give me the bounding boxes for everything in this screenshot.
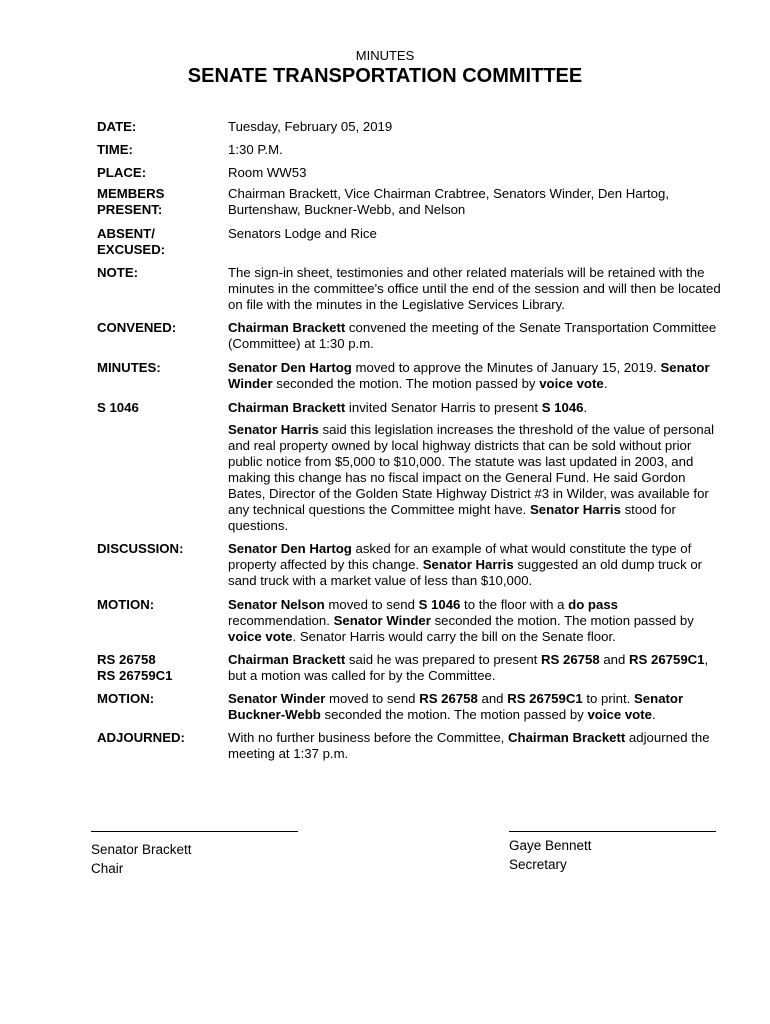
minutes-row (97, 186, 722, 218)
text: Senators Lodge and Rice (228, 226, 377, 241)
text: to print. (582, 691, 635, 706)
minutes-row (97, 265, 722, 313)
row-value (228, 400, 722, 534)
bold-text: RS 26758 (419, 691, 478, 706)
text: With no further business before the Committee, (228, 730, 508, 745)
bold-text: voice vote (539, 376, 604, 391)
row-label: MEMBERS PRESENT: (97, 186, 165, 217)
bold-text: Senator Harris (422, 557, 514, 572)
row-value (228, 597, 722, 645)
text: , but a motion was called for by the Committee. (228, 652, 709, 683)
text: . (603, 376, 608, 391)
secretary-signature-block (509, 831, 716, 874)
row-paragraph (228, 119, 722, 135)
row-label: DISCUSSION: (97, 541, 184, 556)
bold-text: Senator Den Hartog (228, 360, 352, 375)
row-paragraph (228, 730, 722, 762)
bold-text: do pass (568, 597, 618, 612)
minutes-row (97, 691, 722, 723)
chair-signature-line (91, 831, 298, 832)
row-paragraph (228, 142, 722, 158)
minutes-row (97, 541, 722, 589)
text: . (583, 400, 588, 415)
row-label: DATE: (97, 119, 137, 134)
row-label: TIME: (97, 142, 133, 157)
row-value (228, 320, 722, 352)
row-value (228, 119, 722, 135)
bold-text: Chairman Brackett (508, 730, 626, 745)
bold-text: S 1046 (418, 597, 461, 612)
minutes-row (97, 142, 722, 158)
bold-text: voice vote (587, 707, 652, 722)
bold-text: S 1046 (541, 400, 584, 415)
chair-signature-block (91, 831, 298, 878)
row-value (228, 691, 722, 723)
minutes-row (97, 119, 722, 135)
minutes-row (97, 360, 722, 392)
minutes-row (97, 730, 722, 762)
secretary-signature-line (509, 831, 716, 832)
bold-text: Chairman Brackett (228, 400, 346, 415)
bold-text: RS 26759C1 (629, 652, 705, 667)
row-paragraph (228, 226, 722, 242)
row-value (228, 165, 722, 181)
row-paragraph (228, 400, 722, 416)
text: said this legislation increases the threshold of the value of personal and real property owned by local highway districts that can be sold without prior public notice from $5,000 to $10,000. The statute was last updated in 2003, and making this change has no fiscal impact on the General Fund. He said Gordon Bates, Director of the Golden State Highway District #3 in Wilder, was available for any technical questions the Committee might have. (228, 422, 715, 517)
row-value (228, 265, 722, 313)
row-paragraph (228, 360, 722, 392)
minutes-row (97, 165, 722, 181)
text: seconded the motion. The motion passed by (272, 376, 540, 391)
minutes-row (97, 597, 722, 645)
chair-role: Chair (91, 861, 124, 876)
row-paragraph (228, 597, 722, 645)
row-paragraph (228, 186, 722, 218)
bold-text: Chairman Brackett (228, 652, 346, 667)
bold-text: Senator Buckner-Webb (228, 691, 684, 722)
row-value (228, 186, 722, 218)
bold-text: voice vote (228, 629, 293, 644)
text: moved to send (324, 597, 419, 612)
row-paragraph (228, 265, 722, 313)
chair-name: Senator Brackett (91, 842, 192, 857)
bold-text: Senator Harris (228, 422, 319, 437)
bold-text: Senator Harris (530, 502, 621, 517)
row-label: RS 26758 RS 26759C1 (97, 652, 173, 683)
text: 1:30 P.M. (228, 142, 283, 157)
text: convened the meeting of the Senate Transportation Committee (Committee) at 1:30 p.m. (228, 320, 717, 351)
row-label: PLACE: (97, 165, 147, 180)
row-label: ADJOURNED: (97, 730, 185, 745)
bold-text: RS 26758 (541, 652, 600, 667)
text: said he was prepared to present (345, 652, 541, 667)
row-value (228, 226, 722, 258)
minutes-row (97, 320, 722, 352)
text: . (651, 707, 656, 722)
bold-text: RS 26759C1 (507, 691, 583, 706)
text: moved to approve the Minutes of January 15, 2019. (351, 360, 661, 375)
row-label: S 1046 (97, 400, 139, 415)
text: Chairman Brackett, Vice Chairman Crabtree, Senators Winder, Den Hartog, Burtenshaw, Buckner-Webb, and Nelson (228, 186, 669, 217)
secretary-name: Gaye Bennett (509, 838, 592, 853)
bold-text: Senator Winder (228, 360, 710, 391)
text: Tuesday, February 05, 2019 (228, 119, 393, 134)
bold-text: Senator Winder (228, 691, 326, 706)
text: seconded the motion. The motion passed by (430, 613, 694, 628)
text: adjourned the meeting at 1:37 p.m. (228, 730, 710, 761)
row-value (228, 360, 722, 392)
text: moved to send (325, 691, 420, 706)
row-paragraph (228, 422, 722, 534)
text: recommendation. (228, 613, 334, 628)
bold-text: Chairman Brackett (228, 320, 346, 335)
secretary-role: Secretary (509, 857, 567, 872)
text: and (599, 652, 629, 667)
row-paragraph (228, 541, 722, 589)
row-label: ABSENT/ EXCUSED: (97, 226, 166, 257)
committee-title: SENATE TRANSPORTATION COMMITTEE (187, 65, 583, 87)
minutes-row (97, 652, 722, 684)
text: seconded the motion. The motion passed by (320, 707, 588, 722)
minutes-row (97, 226, 722, 258)
row-label: NOTE: (97, 265, 139, 280)
row-label: MOTION: (97, 597, 155, 612)
row-paragraph (228, 320, 722, 352)
bold-text: Senator Nelson (228, 597, 325, 612)
row-label: CONVENED: (97, 320, 177, 335)
minutes-body (97, 119, 722, 762)
row-value (228, 142, 722, 158)
row-value (228, 541, 722, 589)
row-paragraph (228, 691, 722, 723)
text: Room WW53 (228, 165, 307, 180)
text: and (477, 691, 508, 706)
row-paragraph (228, 165, 722, 181)
text: invited Senator Harris to present (345, 400, 542, 415)
row-value (228, 652, 722, 684)
text: The sign-in sheet, testimonies and other related materials will be retained with the minutes in the committee's office until the end of the session and will then be located on file with the minutes in the Legislative Services Library. (228, 265, 721, 312)
text: to the floor with a (460, 597, 569, 612)
minutes-row (97, 400, 722, 534)
row-value (228, 730, 722, 762)
row-paragraph (228, 652, 722, 684)
document-heading: MINUTES (355, 48, 415, 63)
text: suggested an old dump truck or sand truck with a market value of less than $10,000. (228, 557, 703, 588)
row-label: MINUTES: (97, 360, 161, 375)
text: stood for questions. (228, 502, 676, 533)
text: asked for an example of what would constitute the type of property affected by this change. (228, 541, 692, 572)
bold-text: Senator Den Hartog (228, 541, 352, 556)
row-label: MOTION: (97, 691, 155, 706)
text: . Senator Harris would carry the bill on the Senate floor. (292, 629, 616, 644)
bold-text: Senator Winder (333, 613, 431, 628)
